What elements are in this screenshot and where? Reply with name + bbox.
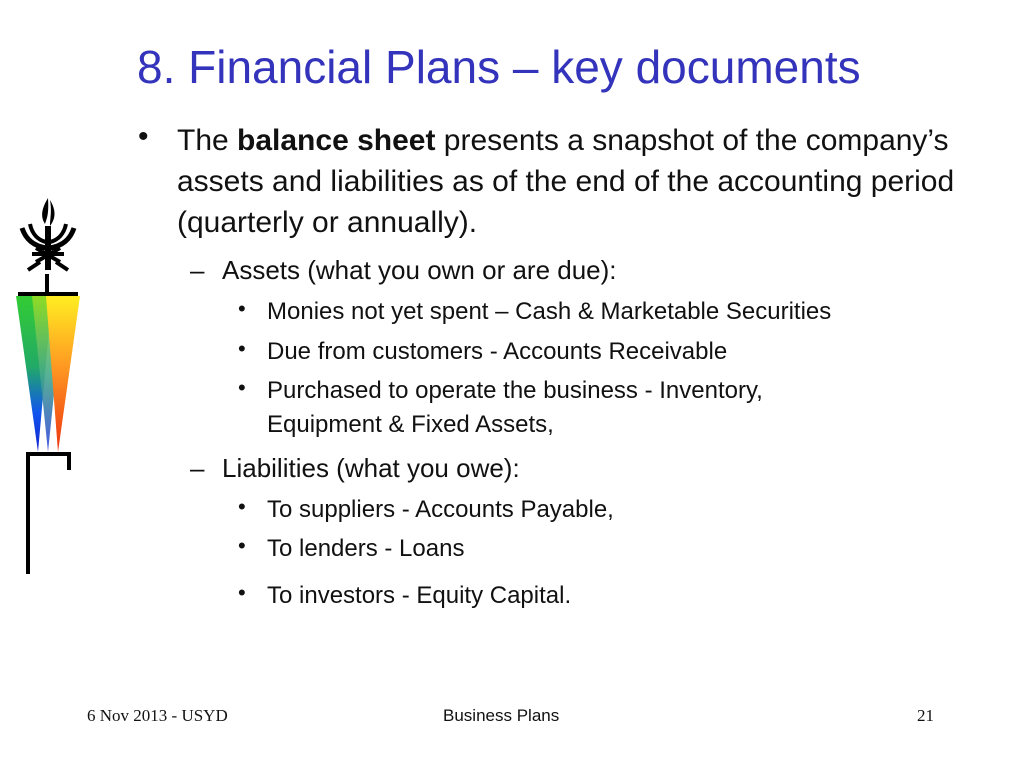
asset-item-cash: Monies not yet spent – Cash & Marketable Securities [267, 298, 832, 325]
bullet-icon: • [238, 336, 246, 361]
assets-heading-row [190, 254, 617, 286]
footer-date: 6 Nov 2013 - USYD [87, 706, 228, 725]
list-item [238, 335, 958, 369]
bullet-icon: • [238, 533, 246, 558]
asset-item-inventory: Purchased to operate the business - Inventory, Equipment & Fixed Assets, [267, 377, 763, 438]
footer-title: Business Plans [443, 706, 560, 725]
liabilities-heading-row [190, 452, 520, 484]
bullet-icon: • [238, 296, 246, 321]
list-item [238, 493, 958, 527]
list-item [238, 374, 878, 442]
list-item [238, 295, 958, 329]
bullet-icon: • [238, 494, 246, 519]
bullet-icon: • [238, 375, 246, 400]
liability-item-payable: To suppliers - Accounts Payable, [267, 496, 614, 523]
slide-number: 21 [917, 706, 934, 725]
intro-post: presents a snapshot of the company’s assets and liabilities as of the end of the accounting period (quarterly or annually). [177, 124, 955, 239]
list-item [238, 532, 958, 566]
liabilities-heading: Liabilities (what you owe): [222, 453, 520, 483]
liability-item-loans: To lenders - Loans [267, 535, 465, 562]
dash-bullet-icon: – [190, 453, 205, 483]
intro-pre: The [177, 124, 238, 157]
intro-paragraph [177, 120, 977, 243]
asset-item-receivable: Due from customers - Accounts Receivable [267, 338, 728, 365]
intro-bold-term: balance sheet [237, 124, 436, 157]
slide-title: 8. Financial Plans – key documents [137, 41, 861, 93]
liability-item-equity: To investors - Equity Capital. [267, 582, 572, 609]
bullet-icon: • [138, 120, 149, 153]
list-item [238, 579, 958, 613]
university-emblem-icon [12, 190, 84, 580]
assets-heading: Assets (what you own or are due): [222, 255, 617, 285]
bullet-icon: • [238, 580, 246, 605]
dash-bullet-icon: – [190, 255, 205, 285]
